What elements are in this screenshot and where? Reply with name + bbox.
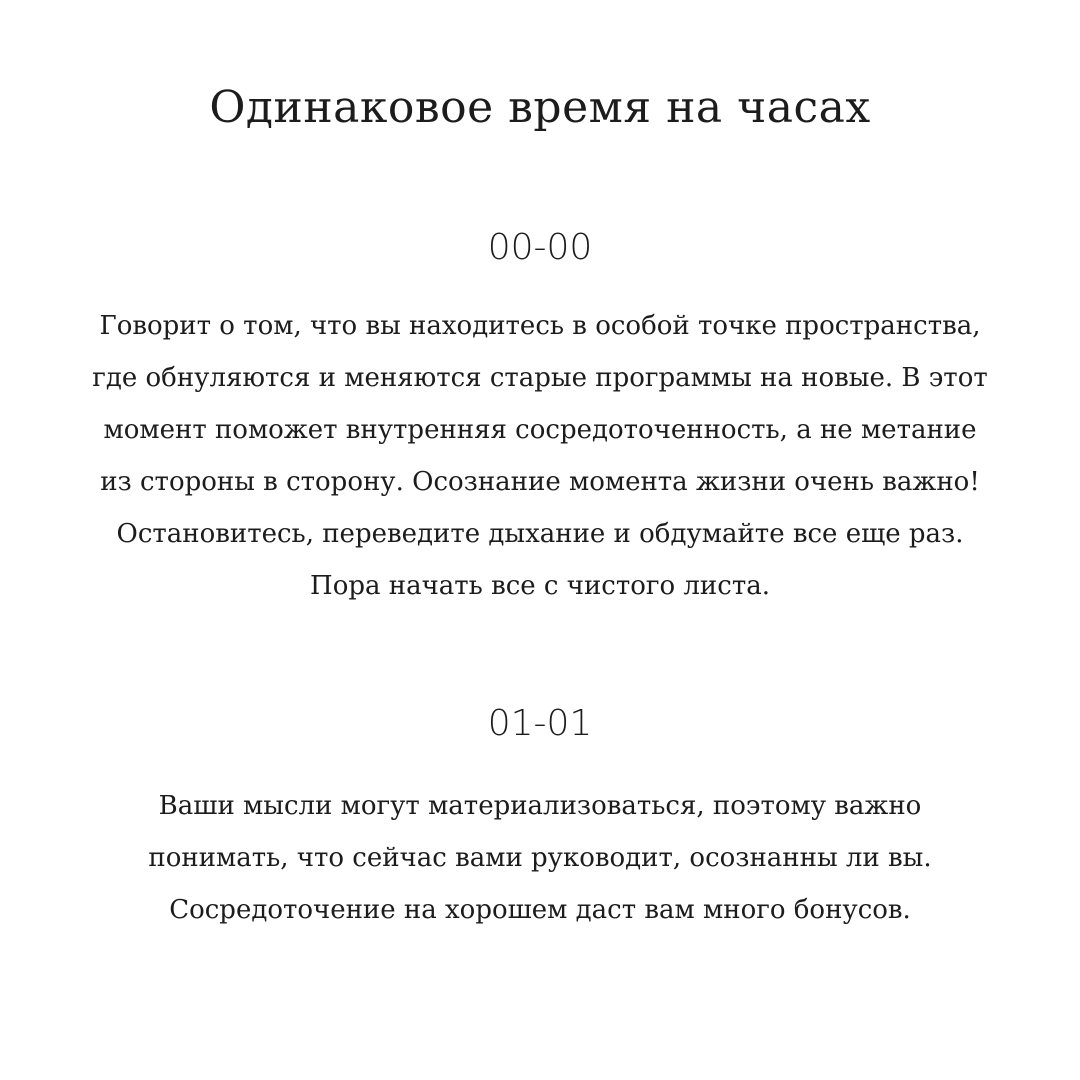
- time-heading: 00-00: [487, 227, 593, 268]
- description-line: где обнуляются и меняются старые программы на новые. В этот: [92, 363, 988, 393]
- time-description: [40, 780, 1040, 936]
- time-section-00-00: [40, 226, 1040, 612]
- description-line: Пора начать все с чистого листа.: [310, 571, 770, 601]
- description-line: понимать, что сейчас вами руководит, осознанны ли вы.: [148, 843, 932, 873]
- time-heading: 01-01: [487, 703, 593, 744]
- time-section-01-01: [40, 702, 1040, 936]
- time-description: [40, 300, 1040, 612]
- description-line: Сосредоточение на хорошем даст вам много бонусов.: [169, 895, 911, 925]
- description-line: Говорит о том, что вы находитесь в особой точке пространства,: [99, 311, 981, 341]
- description-line: из стороны в сторону. Осознание момента жизни очень важно!: [100, 467, 980, 497]
- description-line: момент поможет внутренняя сосредоточенность, а не метание: [103, 415, 977, 445]
- description-line: Ваши мысли могут материализоваться, поэтому важно: [158, 791, 922, 821]
- page-title: Одинаковое время на часах: [209, 82, 871, 133]
- description-line: Остановитесь, переведите дыхание и обдумайте все еще раз.: [116, 519, 964, 549]
